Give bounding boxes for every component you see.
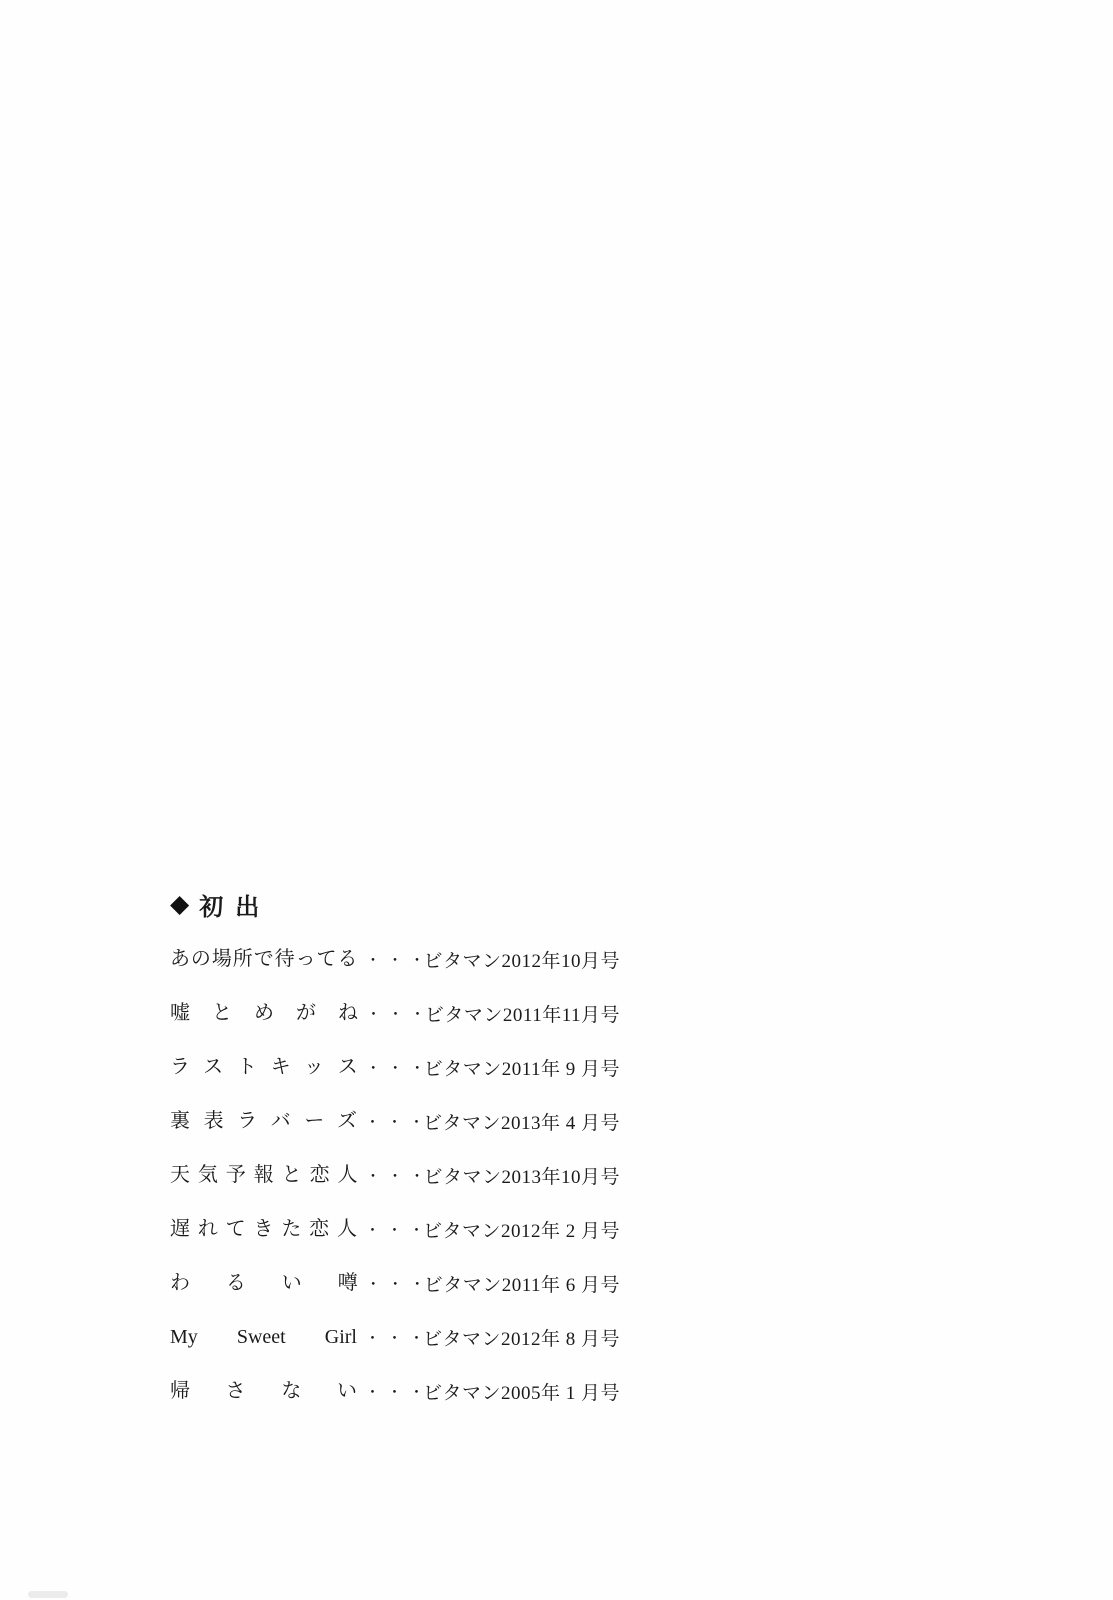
dots-separator: ・・・: [365, 1168, 432, 1185]
story-title: 嘘とめがね: [170, 1002, 358, 1024]
story-title: あの場所で待ってる: [170, 948, 358, 970]
list-item: [170, 1310, 620, 1364]
list-item: [170, 1094, 620, 1148]
magazine-issue: ビタマン2011年 9 月号: [423, 1058, 620, 1080]
dots-separator: ・・・: [365, 952, 432, 969]
list-item: [170, 1256, 620, 1310]
magazine-issue: ビタマン2005年 1 月号: [422, 1382, 620, 1404]
story-title: 遅れてきた恋人: [170, 1218, 357, 1240]
story-title: わるい噂: [170, 1272, 358, 1294]
story-title: 裏表ラバーズ: [170, 1110, 357, 1132]
dots-separator: ・・・: [365, 1276, 432, 1293]
scan-artifact-smudge: [28, 1591, 68, 1598]
dots-separator: ・・・: [365, 1060, 432, 1077]
list-item: [170, 1040, 620, 1094]
story-title: ラストキッス: [170, 1056, 358, 1078]
magazine-issue: ビタマン2012年 2 月号: [422, 1220, 620, 1242]
diamond-icon: ◆: [170, 890, 190, 918]
magazine-issue: ビタマン2012年10月号: [423, 950, 620, 972]
story-title: 帰さない: [170, 1380, 357, 1402]
story-title: My Sweet Girl: [170, 1326, 357, 1348]
story-title: 天気予報と恋人: [170, 1164, 358, 1186]
dots-separator: ・・・: [364, 1222, 431, 1239]
list-item: [170, 1364, 620, 1418]
list-item: [170, 932, 620, 986]
magazine-issue: ビタマン2012年 8 月号: [422, 1328, 620, 1350]
magazine-issue: ビタマン2013年 4 月号: [422, 1112, 620, 1134]
list-item: [170, 1202, 620, 1256]
list-item: [170, 986, 620, 1040]
heading-label: 初 出: [199, 894, 263, 921]
first-publication-heading: [170, 889, 262, 919]
magazine-issue: ビタマン2013年10月号: [423, 1166, 620, 1188]
magazine-issue: ビタマン2011年11月号: [424, 1004, 620, 1026]
dots-separator: ・・・: [366, 1006, 433, 1023]
publication-list: [170, 932, 620, 1418]
dots-separator: ・・・: [364, 1330, 431, 1347]
dots-separator: ・・・: [364, 1114, 431, 1131]
list-item: [170, 1148, 620, 1202]
magazine-issue: ビタマン2011年 6 月号: [423, 1274, 620, 1296]
dots-separator: ・・・: [364, 1384, 431, 1401]
